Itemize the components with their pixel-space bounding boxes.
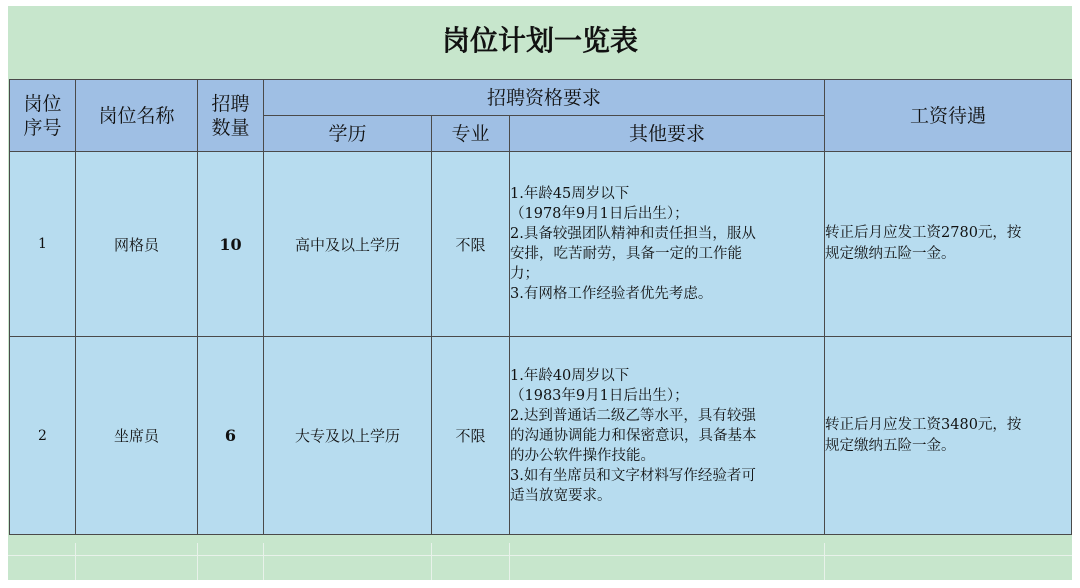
- grid-line: [431, 543, 432, 580]
- requirement-line: 适当放宽要求。: [510, 487, 612, 504]
- header-seq-line-1: 岗位: [23, 92, 62, 115]
- header-count-line-1: 招聘: [211, 92, 250, 115]
- cell-major: 不限: [432, 337, 510, 535]
- cell-name: 坐席员: [76, 337, 198, 535]
- page-title: 岗位计划一览表: [441, 24, 638, 57]
- cell-seq: 2: [10, 337, 76, 535]
- job-plan-table: [9, 79, 1072, 535]
- requirement-line: 的沟通协调能力和保密意识，具备基本: [510, 427, 757, 444]
- grid-line: [824, 543, 825, 580]
- requirement-line: 3.如有坐席员和文字材料写作经验者可: [510, 467, 756, 484]
- grid-line: [75, 543, 76, 580]
- requirement-line: 安排，吃苦耐劳，具备一定的工作能: [510, 246, 742, 262]
- header-education: 学历: [264, 116, 432, 152]
- salary-line: 转正后月应发工资2780元，按: [825, 225, 1022, 241]
- requirement-line: （1978年9月1日后出生）；: [510, 206, 689, 222]
- cell-name: 网格员: [76, 152, 198, 337]
- grid-line: [263, 543, 264, 580]
- header-major: 专业: [432, 116, 510, 152]
- cell-salary: [825, 337, 1072, 535]
- cell-count: 6: [198, 337, 264, 535]
- cell-salary: [825, 152, 1072, 337]
- cell-count: 10: [198, 152, 264, 337]
- cell-education: 高中及以上学历: [264, 152, 432, 337]
- salary-line: 转正后月应发工资3480元，按: [825, 416, 1022, 433]
- cell-major: 不限: [432, 152, 510, 337]
- cell-seq: 1: [10, 152, 76, 337]
- cell-other-requirements: [510, 152, 825, 337]
- grid-line: [8, 555, 1072, 556]
- grid-line: [509, 543, 510, 580]
- header-qualification: 招聘资格要求: [264, 80, 825, 116]
- salary-line: 规定缴纳五险一金。: [825, 437, 956, 454]
- header-salary: 工资待遇: [825, 80, 1072, 152]
- empty-grid-rows: [8, 543, 1072, 580]
- salary-line: 规定缴纳五险一金。: [825, 246, 956, 262]
- requirement-line: 1.年龄40周岁以下: [510, 367, 630, 384]
- requirement-line: 力；: [510, 266, 539, 282]
- table-row: [10, 337, 1072, 535]
- requirement-line: 3.有网格工作经验者优先考虑。: [510, 286, 713, 302]
- cell-education: 大专及以上学历: [264, 337, 432, 535]
- requirement-line: 1.年龄45周岁以下: [510, 186, 630, 202]
- requirement-line: 2.具备较强团队精神和责任担当，服从: [510, 226, 756, 242]
- requirement-line: 的办公软件操作技能。: [510, 447, 655, 464]
- grid-line: [197, 543, 198, 580]
- header-seq-line-2: 序号: [23, 116, 62, 139]
- requirement-line: （1983年9月1日后出生）；: [510, 387, 689, 404]
- spreadsheet-area: [8, 6, 1072, 580]
- header-other: 其他要求: [510, 116, 825, 152]
- header-count: [198, 80, 264, 152]
- cell-other-requirements: [510, 337, 825, 535]
- header-count-line-2: 数量: [211, 116, 250, 139]
- table-row: [10, 152, 1072, 337]
- header-seq: [10, 80, 76, 152]
- header-name: 岗位名称: [76, 80, 198, 152]
- requirement-line: 2.达到普通话二级乙等水平，具有较强: [510, 407, 756, 424]
